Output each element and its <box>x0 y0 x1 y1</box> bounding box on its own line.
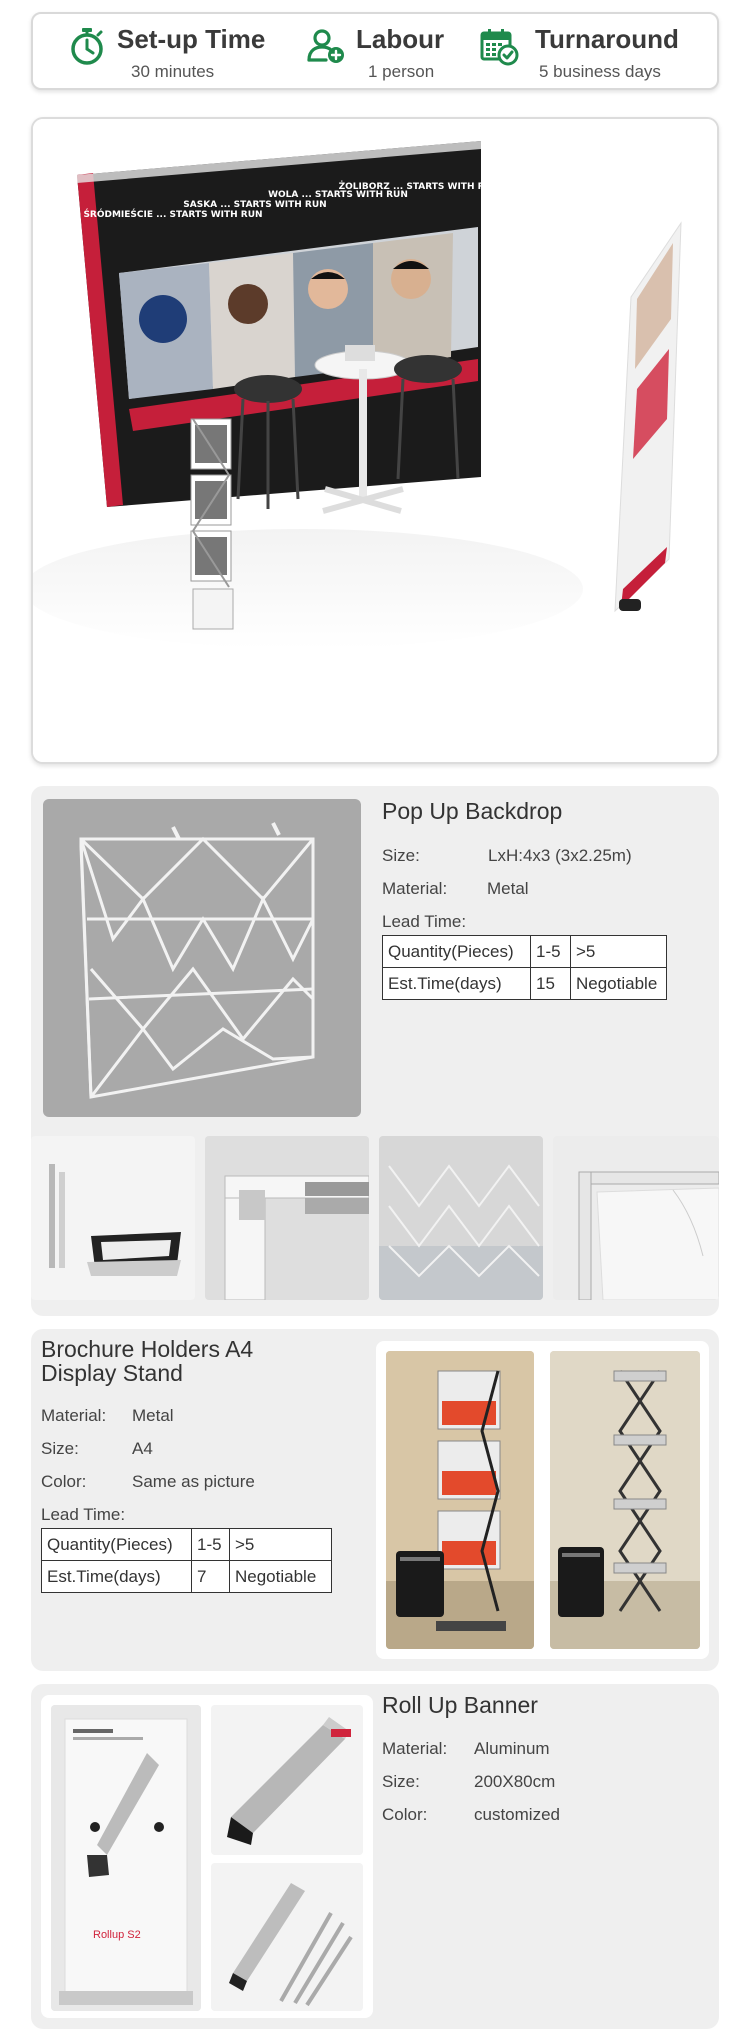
material-value: Metal <box>132 1406 174 1425</box>
turnaround-stat <box>479 20 719 84</box>
table-cell: >5 <box>571 936 667 968</box>
table-cell: Est.Time(days) <box>42 1561 192 1593</box>
brochure-stand-filled-photo <box>386 1351 534 1649</box>
rollup-banner-section <box>31 1684 719 2029</box>
popup-backdrop-section <box>31 786 719 1316</box>
booth-illustration <box>33 119 717 762</box>
banner-header-2: SASKA ... STARTS WITH RUN <box>183 200 327 210</box>
color-label: Color: <box>382 1805 428 1824</box>
material-label: Material: <box>382 1739 448 1758</box>
labour-stat <box>306 20 476 84</box>
banner-header-1: ŚRÓDMIEŚCIE ... STARTS WITH RUN <box>83 210 263 220</box>
brochure-stand-graphic <box>191 419 233 629</box>
table-cell: 1-5 <box>531 936 571 968</box>
size-label: Size: <box>382 1772 420 1791</box>
rollup-banner-text: Rollup S2 <box>93 1929 141 1941</box>
rollup-base-photo <box>211 1705 363 1855</box>
table-row <box>383 968 667 1000</box>
brochure-title <box>41 1337 253 1385</box>
title-line-2: Display Stand <box>41 1360 183 1386</box>
stat-subtitle: 1 person <box>368 62 435 81</box>
table-cell: 7 <box>192 1561 230 1593</box>
rollup-title: Roll Up Banner <box>382 1692 538 1718</box>
color-value: Same as picture <box>132 1472 255 1491</box>
rollup-banner-photo <box>51 1705 201 2011</box>
stat-title: Turnaround <box>535 24 679 54</box>
banner-header-3: WOLA ... STARTS WITH RUN <box>268 190 408 200</box>
lead-time-table <box>41 1528 332 1593</box>
brochure-material-row <box>41 1406 174 1426</box>
calendar-check-icon <box>479 26 519 66</box>
rollup-poles-photo <box>211 1863 363 2011</box>
rollup-image-card <box>41 1695 373 2018</box>
brochure-holder-section <box>31 1329 719 1671</box>
brochure-stand-empty-photo <box>550 1351 700 1649</box>
brochure-size-row <box>41 1439 153 1459</box>
stat-title: Labour <box>356 24 445 54</box>
table-cell: Est.Time(days) <box>383 968 531 1000</box>
banner-header-4: ŻOLIBORZ ... STARTS WITH RUN <box>338 182 500 192</box>
popup-material-row <box>382 879 529 899</box>
table-row <box>42 1529 332 1561</box>
material-value: Aluminum <box>474 1739 550 1758</box>
stopwatch-icon <box>67 26 107 66</box>
size-label: Size: <box>382 846 420 865</box>
lead-time-label: Lead Time: <box>382 912 467 931</box>
thumbnail-frame-connector <box>205 1136 369 1300</box>
size-value: LxH:4x3 (3x2.25m) <box>488 846 632 865</box>
table-cell: 1-5 <box>192 1529 230 1561</box>
stat-title: Set-up Time <box>117 24 266 54</box>
color-value: customized <box>474 1805 560 1824</box>
person-add-icon <box>306 26 346 66</box>
thumbnail-frame-corner <box>553 1136 719 1300</box>
table-cell: Quantity(Pieces) <box>383 936 531 968</box>
brochure-image-card <box>376 1341 709 1659</box>
table-cell: 15 <box>531 968 571 1000</box>
rollup-color-row <box>382 1805 560 1825</box>
size-value: A4 <box>132 1439 153 1458</box>
features-bar <box>31 12 719 90</box>
table-cell: Negotiable <box>571 968 667 1000</box>
frame-illustration <box>43 799 361 1117</box>
table-cell: Quantity(Pieces) <box>42 1529 192 1561</box>
thumbnail-packed-frame <box>31 1136 195 1300</box>
brochure-color-row <box>41 1472 255 1492</box>
table-cell: Negotiable <box>230 1561 332 1593</box>
table-cell: >5 <box>230 1529 332 1561</box>
hero-booth-image <box>31 117 719 764</box>
color-label: Color: <box>41 1472 87 1491</box>
size-value: 200X80cm <box>474 1772 556 1791</box>
lead-time-table <box>382 935 667 1000</box>
lead-time-label: Lead Time: <box>41 1505 126 1524</box>
table-row <box>383 936 667 968</box>
popup-size-row <box>382 846 632 866</box>
title-line-1: Brochure Holders A4 <box>41 1336 254 1362</box>
material-value: Metal <box>487 879 529 898</box>
popup-frame-image <box>43 799 361 1117</box>
stat-subtitle: 5 business days <box>539 62 661 81</box>
rollup-material-row <box>382 1739 550 1759</box>
material-label: Material: <box>382 879 448 898</box>
material-label: Material: <box>41 1406 107 1425</box>
thumbnail-folded-frame <box>379 1136 543 1300</box>
popup-title: Pop Up Backdrop <box>382 798 563 824</box>
setup-time-stat <box>67 20 297 84</box>
size-label: Size: <box>41 1439 79 1458</box>
table-row <box>42 1561 332 1593</box>
stat-subtitle: 30 minutes <box>131 62 215 81</box>
rollup-size-row <box>382 1772 556 1792</box>
